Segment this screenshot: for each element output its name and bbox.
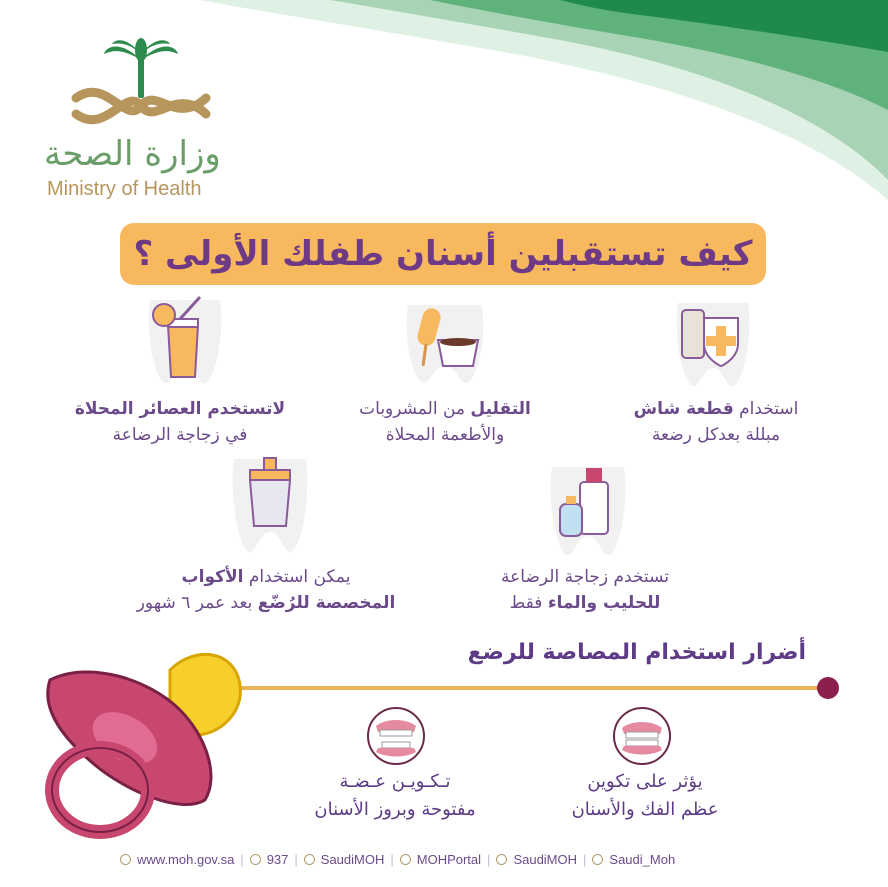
- page-title: كيف تستقبلين أسنان طفلك الأولى ؟: [133, 234, 753, 274]
- sippy-cup-icon: [224, 454, 316, 554]
- logo-arabic-name: وزارة الصحة: [44, 134, 221, 174]
- facebook-icon: [496, 854, 507, 865]
- harms-title: أضرار استخدام المصاصة للرضع: [467, 640, 806, 665]
- jaw-bone-teeth-icon: [612, 706, 672, 766]
- footer-divider: |: [294, 852, 298, 867]
- globe-icon: [120, 854, 131, 865]
- footer-divider: |: [583, 852, 587, 867]
- bottle-icon: [542, 462, 634, 557]
- tip-infant-cups: يمكن استخدام الأكواب المخصصة للرُضّع بعد عمر ٦ شهور: [136, 567, 396, 613]
- footer-phone[interactable]: 937: [266, 852, 289, 867]
- title-banner: [120, 223, 766, 285]
- gauze-shield-icon: [668, 298, 758, 388]
- footer-contacts: [120, 852, 768, 867]
- snapchat-icon: [592, 854, 603, 865]
- tip-no-juice: لاتستخدم العصائر المحلاة في زجاجة الرضاعة: [74, 399, 286, 445]
- footer-divider: |: [487, 852, 491, 867]
- footer-snapchat[interactable]: Saudi_Moh: [609, 852, 676, 867]
- twitter-icon: [304, 854, 315, 865]
- footer-website[interactable]: www.moh.gov.sa: [137, 852, 235, 867]
- footer-twitter[interactable]: SaudiMOH: [320, 852, 385, 867]
- tip-bottle-milk-water: تستخدم زجاجة الرضاعة للحليب والماء فقط: [501, 567, 669, 613]
- moh-emblem-icon: [66, 36, 216, 132]
- harm-open-bite: تـكـويـن عـضـة مفتوحة وبروز الأسنان: [314, 771, 476, 820]
- tip-gauze: استخدام قطعة شاش مبللة بعدكل رضعة: [633, 399, 799, 445]
- juice-glass-icon: [140, 295, 230, 385]
- phone-icon: [250, 854, 261, 865]
- logo-english-name: Ministry of Health: [47, 178, 202, 200]
- footer-facebook[interactable]: SaudiMOH: [513, 852, 578, 867]
- open-bite-teeth-icon: [366, 706, 426, 766]
- footer-divider: |: [390, 852, 394, 867]
- pacifier-illustration: [30, 640, 280, 840]
- footer-youtube[interactable]: MOHPortal: [416, 852, 482, 867]
- popsicle-cup-icon: [398, 300, 493, 385]
- timeline-line: [200, 676, 845, 700]
- harm-jaw: يؤثر على تكوين عظم الفك والأسنان: [571, 771, 719, 820]
- youtube-icon: [400, 854, 411, 865]
- footer-divider: |: [240, 852, 244, 867]
- tip-reduce-sugary: التقليل من المشروبات والأطعمة المحلاة: [359, 399, 531, 445]
